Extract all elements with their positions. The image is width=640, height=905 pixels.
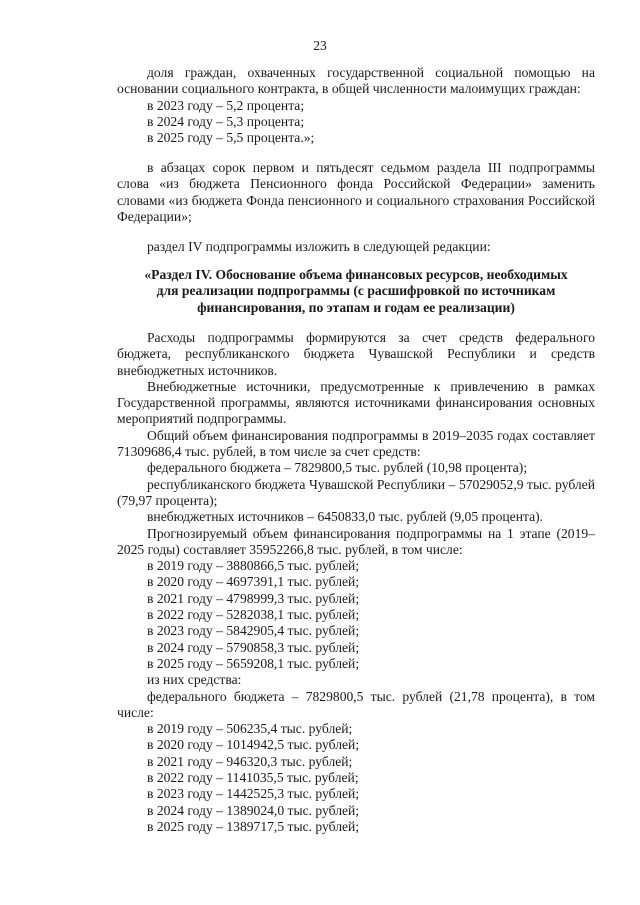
list-item: в 2023 году – 5,2 процента; xyxy=(147,97,305,113)
body-paragraph: Общий объем финансирования подпрограммы в 2019–2035 годах составляет 71309686,4 тыс. рублей, в том числе за счет средств: xyxy=(117,427,595,460)
body-paragraph: из них средства: xyxy=(147,672,242,688)
list-item: в 2025 году – 5,5 процента.»; xyxy=(147,130,315,146)
list-item: в 2020 году – 1014942,5 тыс. рублей; xyxy=(147,737,360,753)
top-section xyxy=(117,65,595,146)
body-paragraph: республиканского бюджета Чувашской Республики – 57029052,9 тыс. рублей (79,97 процента); xyxy=(117,476,595,508)
continuation-paragraph: доля граждан, охваченных государственной социальной помощью на основании социального контракта, в общей численности малоимущих граждан: xyxy=(117,65,595,97)
list-item: в 2024 году – 1389024,0 тыс. рублей; xyxy=(147,802,360,818)
top-year-list xyxy=(117,98,595,147)
list-item: в 2020 году – 4697391,1 тыс. рублей; xyxy=(147,574,360,590)
heading-line: «Раздел IV. Обоснование объема финансовых ресурсов, необходимых xyxy=(144,267,568,282)
list-item: в 2025 году – 5659208,1 тыс. рублей; xyxy=(147,655,360,671)
list-item: в 2021 году – 946320,3 тыс. рублей; xyxy=(147,753,353,769)
list-item: в 2023 году – 1442525,3 тыс. рублей; xyxy=(147,786,360,802)
list-item: в 2019 году – 3880866,5 тыс. рублей; xyxy=(147,558,360,574)
stage-year-list xyxy=(117,558,595,672)
heading-line: финансирования, по этапам и годам ее реализации) xyxy=(197,299,515,315)
body-paragraph: Прогнозируемый объем финансирования подпрограммы на 1 этапе (2019–2025 годы) составляет 35952266,8 тыс. рублей, в том числе: xyxy=(117,525,595,557)
amendment-section-4 xyxy=(117,239,595,255)
section-body xyxy=(117,330,595,835)
body-paragraph: Внебюджетные источники, предусмотренные к привлечению в рамках Государственной программы, являются источниками финансирования основных мероприятий подпрограммы. xyxy=(117,378,595,427)
list-item: в 2023 году – 5842905,4 тыс. рублей; xyxy=(147,623,360,639)
body-paragraph: Расходы подпрограммы формируются за счет средств федерального бюджета, республиканского бюджета Чувашской Республики и средств внебюджетных источников. xyxy=(117,330,595,378)
list-item: в 2021 году – 4798999,3 тыс. рублей; xyxy=(147,590,360,606)
list-item: в 2024 году – 5790858,3 тыс. рублей; xyxy=(147,639,360,655)
heading-line: для реализации подпрограммы (с расшифровкой по источникам xyxy=(156,283,556,299)
list-item: в 2022 году – 5282038,1 тыс. рублей; xyxy=(147,607,360,623)
amendment-paragraph: в абзацах сорок первом и пятьдесят седьмом раздела III подпрограммы слова «из бюджета Пенсионного фонда Российской Федерации» заменить словами «из бюджета Фонда пенсионного и социального страхования Российской Федерации»; xyxy=(117,160,595,224)
list-item: в 2025 году – 1389717,5 тыс. рублей; xyxy=(147,818,360,834)
amendment-paragraph: раздел IV подпрограммы изложить в следующей редакции: xyxy=(147,239,491,254)
amendment-section-3 xyxy=(117,160,595,225)
list-item: в 2019 году – 506235,4 тыс. рублей; xyxy=(147,721,353,737)
body-paragraph: внебюджетных источников – 6450833,0 тыс. рублей (9,05 процента). xyxy=(147,509,544,525)
fed-year-list xyxy=(117,721,595,835)
page-number: 23 xyxy=(313,38,327,53)
section-heading xyxy=(117,267,595,316)
body-paragraph: федерального бюджета – 7829800,5 тыс. рублей (21,78 процента), в том числе: xyxy=(117,688,595,720)
body-paragraph: федерального бюджета – 7829800,5 тыс. рублей (10,98 процента); xyxy=(147,460,528,476)
list-item: в 2024 году – 5,3 процента; xyxy=(147,113,305,129)
list-item: в 2022 году – 1141035,5 тыс. рублей; xyxy=(147,770,359,786)
